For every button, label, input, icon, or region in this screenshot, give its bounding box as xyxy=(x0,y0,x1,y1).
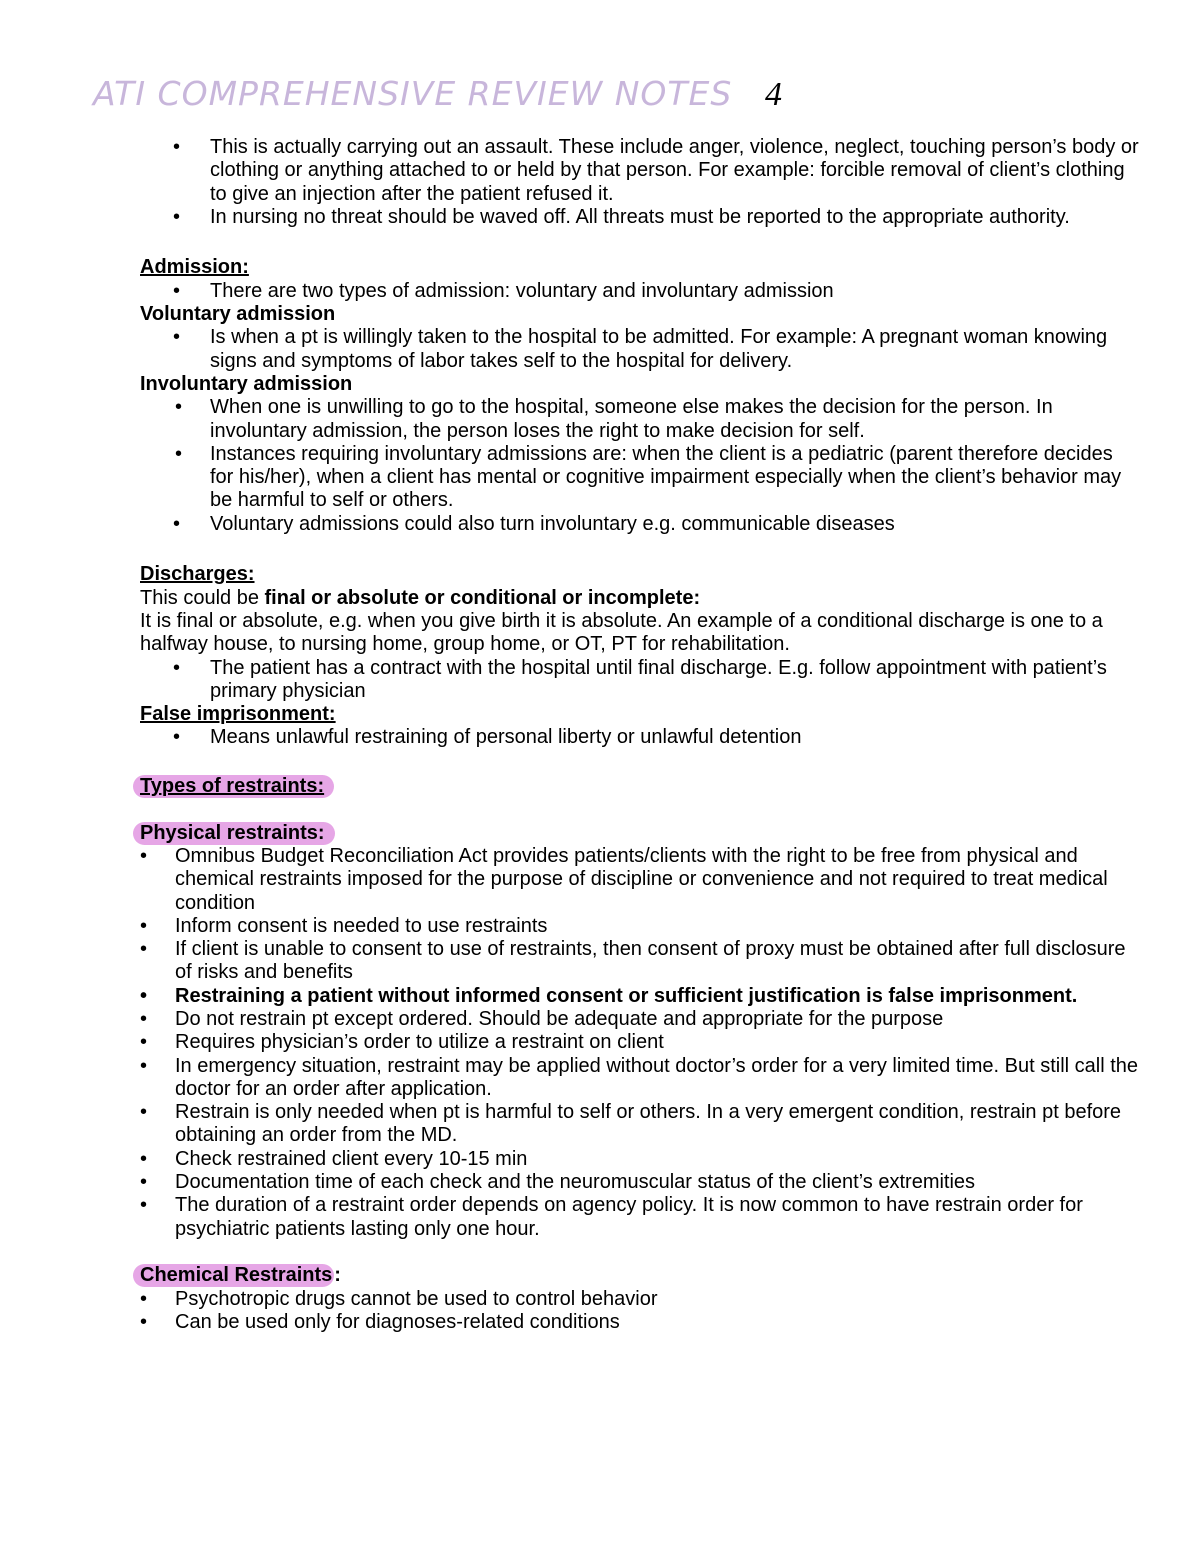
list-item-text: Restraining a patient without informed consent or sufficient justification is false imprisonment. xyxy=(175,984,1078,1007)
physical-restraints-heading: Physical restraints: xyxy=(133,822,335,845)
list-item xyxy=(140,1008,1140,1031)
list-item-text: Check restrained client every 10-15 min xyxy=(175,1147,528,1170)
list-item xyxy=(140,136,1140,206)
list-item-text: This is actually carrying out an assault. These include anger, violence, neglect, touching person’s body or clothing or anything attached to or held by that person. For example: forcible removal of client’s clothing to give an injection after the patient refused it. xyxy=(210,136,1139,205)
bullet-icon: • xyxy=(175,442,183,465)
bullet-icon: • xyxy=(173,726,181,749)
document-body xyxy=(140,136,1140,1334)
bullet-icon: • xyxy=(173,656,181,679)
list-item xyxy=(140,1288,1140,1311)
bullet-icon: • xyxy=(173,205,181,228)
list-item-text: There are two types of admission: voluntary and involuntary admission xyxy=(210,279,834,302)
bullet-icon: • xyxy=(140,1007,148,1030)
list-item-text: Inform consent is needed to use restraints xyxy=(175,914,548,937)
bullet-icon: • xyxy=(140,1287,148,1310)
chemical-restraints-colon: : xyxy=(334,1264,341,1287)
false-imprisonment-heading: False imprisonment: xyxy=(140,703,336,726)
list-item-text: Omnibus Budget Reconciliation Act provides patients/clients with the right to be free from physical and chemical restraints imposed for the purpose of discipline or convenience and not required to treat medical condition xyxy=(175,844,1108,914)
list-item xyxy=(140,938,1140,985)
bullet-icon: • xyxy=(140,1194,148,1217)
bullet-icon: • xyxy=(173,326,181,349)
bullet-icon: • xyxy=(140,938,148,961)
bullet-icon: • xyxy=(140,1054,148,1077)
chemical-restraints-heading: Chemical Restraints xyxy=(133,1264,334,1287)
page-title: ATI COMPREHENSIVE REVIEW NOTES xyxy=(93,74,733,113)
list-item xyxy=(140,1101,1140,1148)
physical-restraints-row xyxy=(140,822,1140,845)
list-item-text: Documentation time of each check and the neuromuscular status of the client’s extremities xyxy=(175,1171,976,1194)
list-item xyxy=(140,443,1140,513)
bullet-icon: • xyxy=(173,512,181,535)
list-item-text: Means unlawful restraining of personal liberty or unlawful detention xyxy=(210,726,802,749)
list-item xyxy=(140,726,1140,749)
list-item xyxy=(140,657,1140,704)
list-item-text: In emergency situation, restraint may be applied without doctor’s order for a very limited time. But still call the doctor for an order after application. xyxy=(175,1054,1139,1100)
page-number: 4 xyxy=(765,76,782,113)
chemical-restraints-row xyxy=(140,1264,1140,1287)
discharges-intro-bold: final or absolute or conditional or incomplete: xyxy=(264,586,701,609)
page-header xyxy=(93,74,782,118)
list-item xyxy=(140,985,1140,1008)
list-item-text: Voluntary admissions could also turn involuntary e.g. communicable diseases xyxy=(210,512,895,535)
bullet-icon: • xyxy=(140,1310,148,1333)
discharges-heading: Discharges: xyxy=(140,563,255,586)
discharges-intro-text: This could be xyxy=(140,586,265,609)
list-item xyxy=(140,1148,1140,1171)
list-item xyxy=(140,280,1140,303)
list-item-text: Can be used only for diagnoses-related conditions xyxy=(175,1310,620,1333)
list-item-text: If client is unable to consent to use of restraints, then consent of proxy must be obtained after full disclosure of risks and benefits xyxy=(175,938,1126,984)
list-item xyxy=(140,206,1140,229)
list-item-text: Restrain is only needed when pt is harmful to self or others. In a very emergent condition, restrain pt before obtaining an order from the MD. xyxy=(175,1101,1122,1147)
list-item-text: Psychotropic drugs cannot be used to control behavior xyxy=(175,1287,658,1310)
types-of-restraints-row xyxy=(140,775,1140,798)
list-item-text: The duration of a restraint order depends on agency policy. It is now common to have restrain order for psychiatric patients lasting only one hour. xyxy=(175,1194,1083,1240)
list-item xyxy=(140,1311,1140,1334)
bullet-icon: • xyxy=(173,136,181,158)
list-item-text: Instances requiring involuntary admissions are: when the client is a pediatric (parent therefore decides for his/her), when a client has mental or cognitive impairment especially when the client’s behavior may be harmful to self or others. xyxy=(210,442,1122,512)
list-item-text: Is when a pt is willingly taken to the hospital to be admitted. For example: A pregnant woman knowing signs and symptoms of labor takes self to the hospital for delivery. xyxy=(210,326,1108,372)
types-of-restraints-heading: Types of restraints: xyxy=(133,775,334,798)
voluntary-admission-heading: Voluntary admission xyxy=(140,303,336,326)
list-item xyxy=(140,1055,1140,1102)
bullet-icon: • xyxy=(175,396,183,419)
list-item-text: Requires physician’s order to utilize a restraint on client xyxy=(175,1031,664,1054)
admission-heading: Admission: xyxy=(140,256,249,279)
list-item xyxy=(140,326,1140,373)
bullet-icon: • xyxy=(140,1101,148,1124)
list-item xyxy=(140,915,1140,938)
list-item-text: When one is unwilling to go to the hospital, someone else makes the decision for the person. In involuntary admission, the person loses the right to make decision for self. xyxy=(210,396,1053,442)
list-item xyxy=(140,1194,1140,1241)
list-item-text: The patient has a contract with the hospital until final discharge. E.g. follow appointment with patient’s primary physician xyxy=(210,656,1107,702)
list-item xyxy=(140,1171,1140,1194)
bullet-icon: • xyxy=(140,1147,148,1170)
bullet-icon: • xyxy=(140,1031,148,1054)
list-item xyxy=(140,1031,1140,1054)
list-item xyxy=(140,845,1140,915)
bullet-icon: • xyxy=(140,914,148,937)
discharges-paragraph: It is final or absolute, e.g. when you give birth it is absolute. An example of a conditional discharge is one to a halfway house, to nursing home, group home, or OT, PT for rehabilitation. xyxy=(140,609,1103,656)
bullet-icon: • xyxy=(140,1171,148,1194)
list-item-text: In nursing no threat should be waved off. All threats must be reported to the appropriate authority. xyxy=(210,205,1070,228)
involuntary-admission-heading: Involuntary admission xyxy=(140,372,353,395)
list-item-text: Do not restrain pt except ordered. Should be adequate and appropriate for the purpose xyxy=(175,1007,944,1030)
bullet-icon: • xyxy=(140,844,148,867)
discharges-intro xyxy=(140,587,1140,610)
bullet-icon: • xyxy=(173,279,181,302)
bullet-icon: • xyxy=(140,984,148,1007)
list-item xyxy=(140,396,1140,443)
list-item xyxy=(140,513,1140,536)
